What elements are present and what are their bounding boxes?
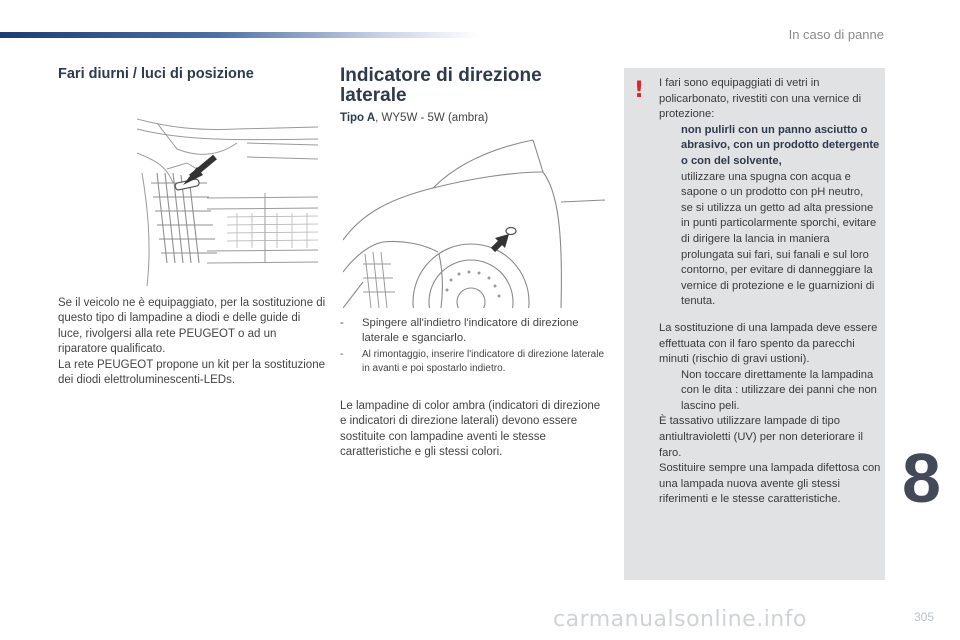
note-paragraph: La sostituzione di una lampada deve essere effettuata con il faro spento da parecchi minuti (rischio di gravi ustioni). [659, 321, 878, 366]
list-item [659, 123, 881, 170]
chapter-number: 8 [902, 439, 939, 517]
side-indicator-illustration [343, 132, 605, 308]
bullet-text: utilizzare una spugna con acqua e sapone o un prodotto con pH neutro, [681, 170, 864, 199]
list-dash: - [340, 349, 344, 360]
step-text: Al rimontaggio, inserire l'indicatore di direzione laterale in avanti e poi spostarlo indietro. [362, 349, 605, 374]
warning-exclamation-icon: ! [634, 78, 645, 103]
list-item [659, 170, 881, 201]
side-indicator-steps [340, 316, 606, 378]
chapter-label: In caso di panne [788, 27, 884, 42]
note-paragraph: Sostituire sempre una lampada difettosa con una lampada nuova avente gli stessi riferimenti e le stesse caratteristiche. [659, 462, 881, 506]
list-dash: - [340, 317, 344, 329]
list-item [340, 348, 606, 376]
daytime-lights-text [58, 296, 326, 388]
bulb-type-line [340, 112, 488, 124]
amber-bulbs-text [340, 399, 602, 461]
page-number: 305 [914, 610, 935, 624]
bullet-text: non pulirli con un panno asciutto o abrasivo, con un prodotto detergente o con del solvente, [681, 123, 880, 167]
spacer [659, 310, 881, 321]
watermark: carmanualsonline.info [553, 607, 807, 632]
note-intro: I fari sono equipaggiati di vetri in policarbonato, rivestiti con una vernice di protezione: [659, 77, 862, 121]
warning-note-box [624, 68, 885, 580]
bulb-type-label: Tipo A [340, 112, 376, 124]
list-item [659, 201, 881, 310]
bulb-type-value: , WY5W - 5W (ambra) [375, 112, 489, 124]
list-item [340, 316, 606, 346]
paragraph: Se il veicolo ne è equipaggiato, per la sostituzione di questo tipo di lampadine a diodi e delle guide di luce, rivolgersi alla rete PEUGEOT o ad un riparatore qualificato. [58, 297, 326, 356]
section-title-side-indicator: Indicatore di direzione laterale [340, 65, 542, 106]
bullet-text: se si utilizza un getto ad alta pressione in punti particolarmente sporchi, evitare di dirigere la lancia in maniera prolungata sui fari, sui fanali e sul loro contorno, per evitare di danneggiare la vernice di protezione e le guarnizioni di tenuta. [681, 201, 877, 308]
list-item [659, 368, 881, 415]
section-title-daytime-lights: Fari diurni / luci di posizione [58, 66, 254, 82]
paragraph: Le lampadine di color ambra (indicatori di direzione e indicatori di direzione laterali) devono essere sostituite con lampadine aventi le stesse caratteristiche e gli stessi colori. [340, 400, 601, 459]
warning-note-content [659, 76, 881, 508]
header-accent-bar [0, 32, 480, 38]
bullet-text: Non toccare direttamente la lampadina con le dita : utilizzare dei panni che non lascino peli. [681, 368, 877, 412]
note-paragraph: È tassativo utilizzare lampade di tipo antiultravioletti (UV) per non deteriorare il faro. [659, 415, 863, 459]
paragraph: La rete PEUGEOT propone un kit per la sostituzione dei diodi elettroluminescenti-LEDs. [58, 358, 325, 387]
daytime-light-illustration [137, 113, 318, 286]
step-text: Spingere all'indietro l'indicatore di direzione laterale e sganciarlo. [362, 317, 579, 344]
